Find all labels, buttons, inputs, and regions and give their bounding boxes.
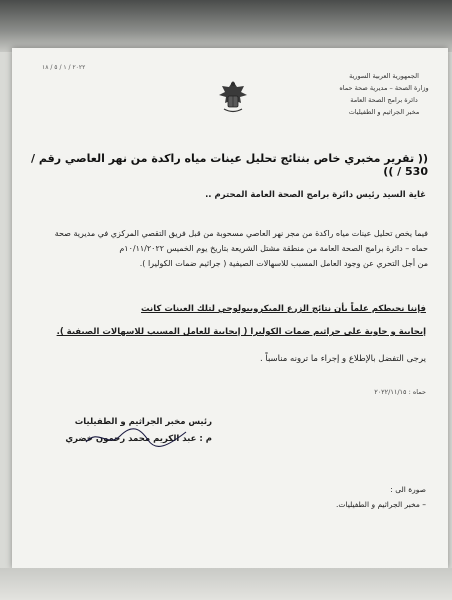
photo-bottom-edge <box>0 568 452 600</box>
addressee: غاية السيد رئيس دائرة برامج الصحة العامة المحترم .. <box>205 190 426 200</box>
photo-shadow <box>0 0 452 52</box>
header-line-country: الجمهورية العربية السورية <box>349 72 419 80</box>
signature-name: م : عبد الكريم محمد رحمون خضري <box>65 434 212 444</box>
header-line-ministry: وزارة الصحة – مديرية صحة حماه <box>339 84 429 92</box>
state-emblem-icon <box>216 78 250 116</box>
report-body <box>18 226 428 271</box>
body-line-3: من أجل التحري عن وجود العامل المسبب للاسهالات الصيفية ( جراثيم ضمات الكوليرا ). <box>139 259 428 268</box>
copies-item: – مخبر الجراثيم و الطفيليات. <box>336 500 426 509</box>
document-page <box>12 48 448 568</box>
signature-title: رئيس مخبر الجراثيم و الطفيليات <box>74 417 212 427</box>
handwritten-signature <box>82 424 192 450</box>
header-line-department: دائرة برامج الصحة العامة <box>350 96 418 104</box>
report-title: (( تقرير مخبري خاص بنتائج تحليل عينات مياه راكدة من نهر العاصي رقم / 530 / )) <box>31 152 428 178</box>
report-result <box>26 298 426 344</box>
result-line-1: فإننا نحيطكم علماً بأن نتائج الزرع الميكروبيولوجي لتلك العينات كانت <box>141 304 426 314</box>
header-line-lab: مخبر الجراثيم و الطفيليات <box>348 108 420 116</box>
body-line-2: حماه – دائرة برامج الصحة العامة من منطقة مشتل الشريعة بتاريخ يوم الخميس ١٠/١١/٢٠٢٢م <box>119 244 428 253</box>
ministry-header <box>338 70 430 118</box>
result-line-2: إيجابية و حاوية على جراثيم ضمات الكوليرا ( إيجابية للعامل المسبب للاسهالات الصيفية ). <box>56 327 426 337</box>
reference-number: ٢٠٢٢ / ١ / ٥ / ١٨ <box>42 64 86 71</box>
report-date: حماه : ٢٠٢٢/١١/١٥ <box>374 388 426 396</box>
body-line-1: فيما يخص تحليل عينات مياه راكدة من مجر نهر العاصي مسحوبة من قبل فريق التقصي المركزي في مديرية صحة <box>54 229 428 238</box>
copies-heading: صورة الى : <box>390 485 426 494</box>
copies-block <box>226 482 426 512</box>
closing-line: يرجى التفضل بالإطلاع و إجراء ما ترونه مناسباً . <box>259 354 426 364</box>
